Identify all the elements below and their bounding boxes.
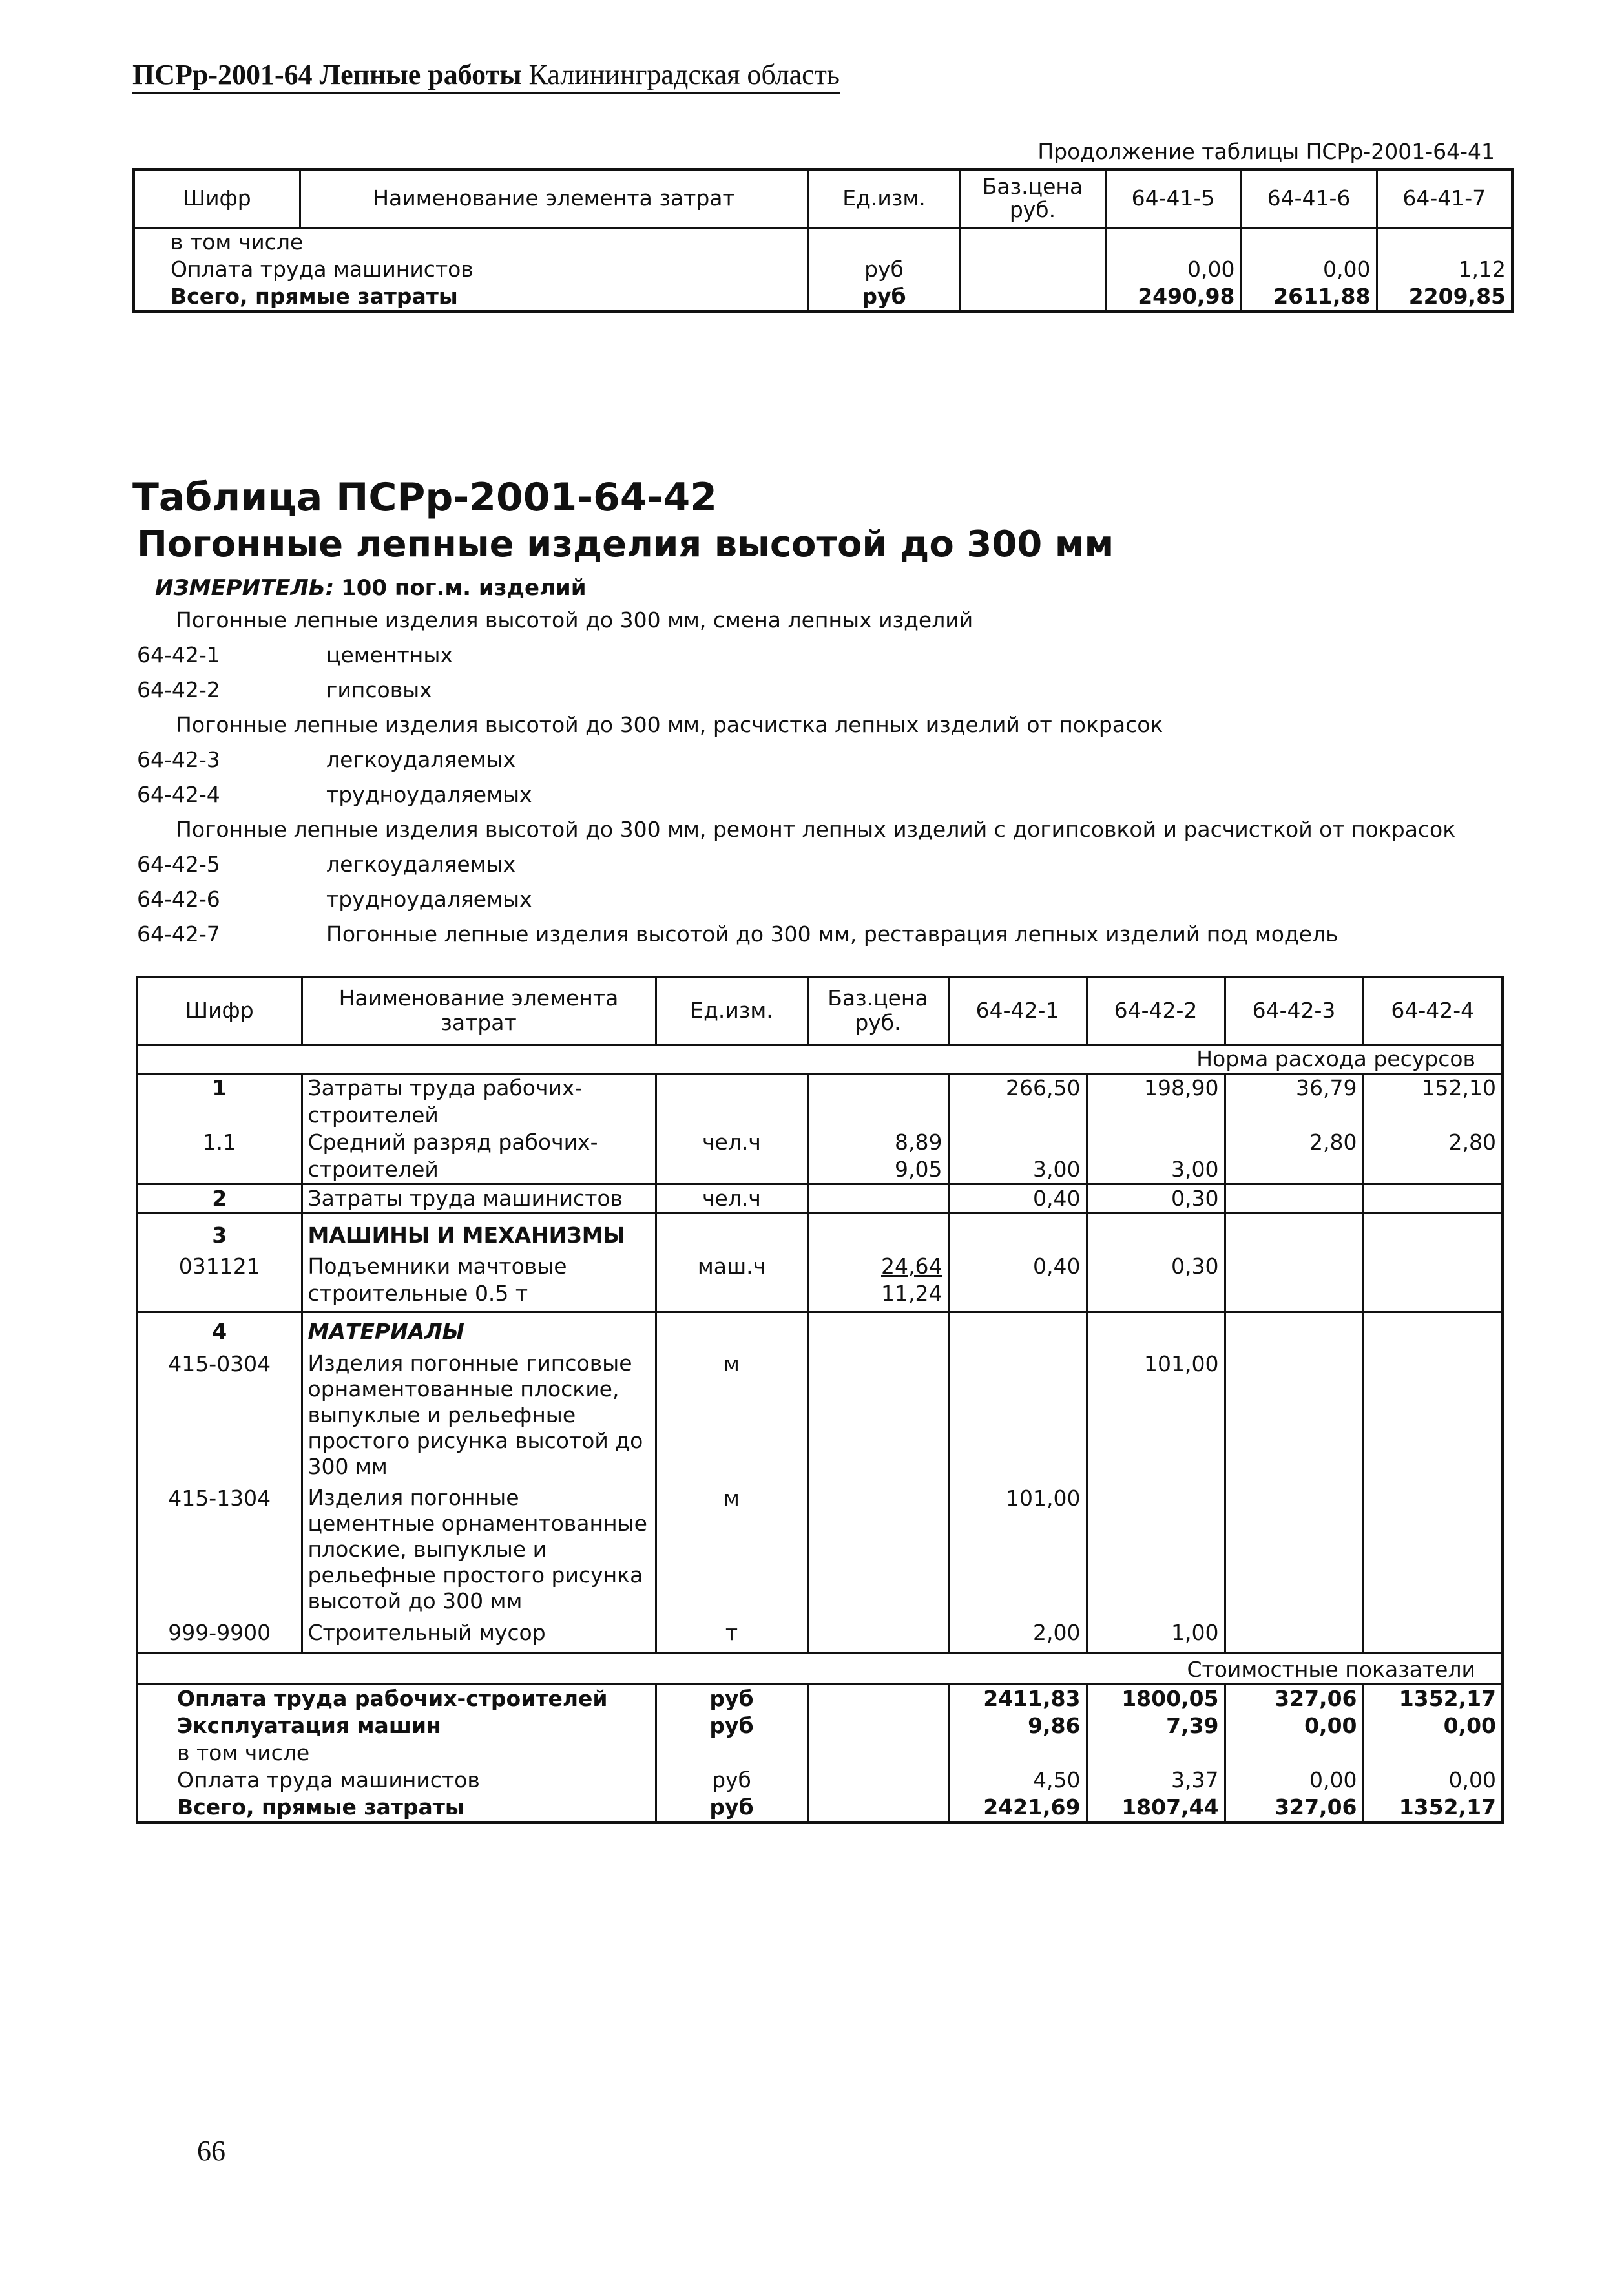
table-subtitle: Погонные лепные изделия высотой до 300 мм <box>137 523 1114 565</box>
row-unit: маш.ч <box>656 1249 807 1312</box>
row-name: Средний разряд рабочих-строителей <box>302 1129 656 1184</box>
header-col4: 64-42-4 <box>1391 998 1475 1024</box>
header-col1: 64-42-1 <box>948 977 1087 1044</box>
row-name: МАШИНЫ И МЕХАНИЗМЫ <box>302 1213 656 1249</box>
header-code: Шифр <box>137 977 302 1044</box>
summary-value: 1352,17 <box>1399 1685 1496 1711</box>
row-code: 031121 <box>137 1249 302 1312</box>
measure-value: 100 пог.м. изделий <box>341 575 587 601</box>
description-text: легкоудаляемых <box>326 852 516 877</box>
header-name: Наименование элемента затрат <box>302 977 656 1044</box>
summary-value: 0,00 <box>1225 1712 1363 1740</box>
row-name: Строительный мусор <box>302 1614 656 1653</box>
summary-unit: руб <box>656 1684 807 1712</box>
measure-line <box>155 575 587 601</box>
cont-header-unit: Ед.изм. <box>808 169 960 227</box>
row-name: Изделия погонные цементные орнаментованные плоские, выпуклые и рельефные простого рисунка высотой до 300 мм <box>302 1480 656 1614</box>
summary-value: 1352,17 <box>1399 1794 1496 1820</box>
cont-header-code: Шифр <box>134 169 300 227</box>
row-value: 2,80 <box>1225 1129 1363 1184</box>
row-code: 415-1304 <box>137 1480 302 1614</box>
summary-value: 0,00 <box>1225 1767 1363 1794</box>
summary-value: 0,00 <box>1443 1712 1496 1738</box>
description-text: трудноудаляемых <box>326 887 532 912</box>
row-code: 999-9900 <box>137 1614 302 1653</box>
continuation-caption: Продолжение таблицы ПСРр-2001-64-41 <box>1037 139 1495 164</box>
summary-value: 2421,69 <box>948 1794 1087 1822</box>
cont-row-value: 0,00 <box>1241 256 1377 283</box>
table-row <box>137 1794 1503 1822</box>
table-row <box>134 256 1512 283</box>
row-code: 3 <box>137 1213 302 1249</box>
page-number: 66 <box>197 2135 225 2167</box>
cont-header-col2: 64-41-6 <box>1241 169 1377 227</box>
document-header <box>132 58 840 94</box>
measure-label: ИЗМЕРИТЕЛЬ: <box>155 575 335 601</box>
row-price-b: 9,05 <box>895 1156 942 1182</box>
row-value: 101,00 <box>1087 1345 1225 1480</box>
summary-name: в том числе <box>137 1740 656 1767</box>
row-name: Затраты труда рабочих-строителей <box>302 1073 656 1129</box>
header-code: ПСРр-2001-64 <box>132 59 313 90</box>
row-price-a: 8,89 <box>895 1129 942 1155</box>
norm-caption: Норма расхода ресурсов <box>1196 1046 1475 1071</box>
main-table <box>136 976 1504 1824</box>
row-price-a: 24,64 <box>881 1253 942 1279</box>
cont-header-col3: 64-41-7 <box>1402 185 1486 211</box>
description-code: 64-42-1 <box>137 642 220 667</box>
description-code: 64-42-6 <box>137 887 220 912</box>
table-row <box>137 1073 1503 1129</box>
summary-value: 0,00 <box>1448 1767 1496 1792</box>
description-code: 64-42-5 <box>137 852 220 877</box>
table-row <box>134 227 1512 256</box>
row-value: 2,80 <box>1448 1129 1496 1155</box>
description-group: Погонные лепные изделия высотой до 300 мм, смена лепных изделий <box>176 607 973 633</box>
summary-name: Оплата труда рабочих-строителей <box>137 1684 656 1712</box>
header-col2: 64-42-2 <box>1087 977 1225 1044</box>
cont-row-value: 0,00 <box>1105 256 1241 283</box>
row-unit: чел.ч <box>656 1129 807 1184</box>
row-value: 2,00 <box>948 1614 1087 1653</box>
cont-header-price: Баз.цена руб. <box>960 169 1105 227</box>
description-text: легкоудаляемых <box>326 747 516 772</box>
row-code: 1.1 <box>137 1129 302 1184</box>
description-code: 64-42-4 <box>137 782 220 807</box>
row-price <box>807 1249 948 1312</box>
table-row <box>137 1684 1503 1712</box>
row-name: Затраты труда машинистов <box>302 1184 656 1213</box>
table-row <box>137 1129 1503 1184</box>
cont-row-value: 2611,88 <box>1241 283 1377 311</box>
cont-header-name: Наименование элемента затрат <box>300 169 808 227</box>
section-row <box>137 1652 1503 1684</box>
table-row <box>137 1184 1503 1213</box>
summary-value: 7,39 <box>1087 1712 1225 1740</box>
summary-value: 2411,83 <box>948 1684 1087 1712</box>
summary-value: 327,06 <box>1225 1794 1363 1822</box>
table-row <box>137 1712 1503 1740</box>
header-unit: Ед.изм. <box>656 977 807 1044</box>
cont-row-unit: руб <box>808 283 960 311</box>
summary-value: 9,86 <box>948 1712 1087 1740</box>
table-row <box>137 1213 1503 1249</box>
cont-row-unit: руб <box>808 256 960 283</box>
row-name: Подъемники мачтовые строительные 0.5 т <box>302 1249 656 1312</box>
header-region: Калининградская область <box>528 59 840 90</box>
summary-value: 1807,44 <box>1087 1794 1225 1822</box>
description-code: 64-42-7 <box>137 921 220 947</box>
description-code: 64-42-2 <box>137 677 220 702</box>
header-section: Лепные работы <box>319 59 522 90</box>
row-value: 0,30 <box>1087 1249 1225 1312</box>
row-value: 198,90 <box>1087 1073 1225 1129</box>
row-value: 0,30 <box>1087 1184 1225 1213</box>
table-row <box>137 1312 1503 1345</box>
table-row <box>137 1614 1503 1653</box>
summary-name: Оплата труда машинистов <box>137 1767 656 1794</box>
table-row <box>137 1767 1503 1794</box>
row-code: 415-0304 <box>137 1345 302 1480</box>
cont-row-name: Оплата труда машинистов <box>134 256 808 283</box>
description-group: Погонные лепные изделия высотой до 300 мм, ремонт лепных изделий с догипсовкой и расчисткой от покрасок <box>176 817 1456 842</box>
row-value: 3,00 <box>1087 1129 1225 1184</box>
row-value: 1,00 <box>1087 1614 1225 1653</box>
cont-row-value: 1,12 <box>1458 256 1506 282</box>
row-price-b: 11,24 <box>881 1280 942 1306</box>
row-unit: т <box>656 1614 807 1653</box>
description-text: трудноудаляемых <box>326 782 532 807</box>
table-row <box>137 1249 1503 1312</box>
row-unit: чел.ч <box>656 1184 807 1213</box>
row-name: МАТЕРИАЛЫ <box>302 1312 656 1345</box>
description-group: Погонные лепные изделия высотой до 300 мм, расчистка лепных изделий от покрасок <box>176 712 1163 737</box>
cost-caption: Стоимостные показатели <box>1187 1656 1475 1682</box>
header-col3: 64-42-3 <box>1225 977 1363 1044</box>
row-value: 3,00 <box>948 1129 1087 1184</box>
row-value: 0,40 <box>948 1249 1087 1312</box>
row-code: 4 <box>137 1312 302 1345</box>
description-text: цементных <box>326 642 453 667</box>
row-value: 266,50 <box>948 1073 1087 1129</box>
cont-row-value: 2209,85 <box>1408 283 1506 309</box>
row-value: 0,40 <box>948 1184 1087 1213</box>
description-text: гипсовых <box>326 677 432 702</box>
table-row <box>134 283 1512 311</box>
row-code: 2 <box>137 1184 302 1213</box>
table-row <box>137 1345 1503 1480</box>
table-row <box>137 1480 1503 1614</box>
summary-value: 4,50 <box>948 1767 1087 1794</box>
cont-row-name: в том числе <box>134 227 808 256</box>
row-price <box>807 1129 948 1184</box>
cont-row-name: Всего, прямые затраты <box>134 283 808 311</box>
table-row <box>137 1740 1503 1767</box>
header-price: Баз.цена руб. <box>807 977 948 1044</box>
row-code: 1 <box>137 1073 302 1129</box>
summary-unit: руб <box>656 1767 807 1794</box>
cont-row-value: 2490,98 <box>1105 283 1241 311</box>
summary-name: Всего, прямые затраты <box>137 1794 656 1822</box>
row-value: 152,10 <box>1421 1075 1496 1100</box>
row-value: 36,79 <box>1225 1073 1363 1129</box>
row-name: Изделия погонные гипсовые орнаментованные плоские, выпуклые и рельефные простого рисунка высотой до 300 мм <box>302 1345 656 1480</box>
row-value: 101,00 <box>948 1480 1087 1614</box>
summary-unit: руб <box>656 1712 807 1740</box>
cont-header-col1: 64-41-5 <box>1105 169 1241 227</box>
description-text: Погонные лепные изделия высотой до 300 мм, реставрация лепных изделий под модель <box>326 921 1338 947</box>
summary-value: 3,37 <box>1087 1767 1225 1794</box>
summary-name: Эксплуатация машин <box>137 1712 656 1740</box>
row-unit: м <box>656 1480 807 1614</box>
section-row <box>137 1044 1503 1073</box>
summary-value: 327,06 <box>1225 1684 1363 1712</box>
row-unit: м <box>656 1345 807 1480</box>
table-title: Таблица ПСРр-2001-64-42 <box>132 475 718 520</box>
continuation-table <box>132 168 1514 313</box>
description-code: 64-42-3 <box>137 747 220 772</box>
summary-value: 1800,05 <box>1087 1684 1225 1712</box>
summary-unit: руб <box>656 1794 807 1822</box>
